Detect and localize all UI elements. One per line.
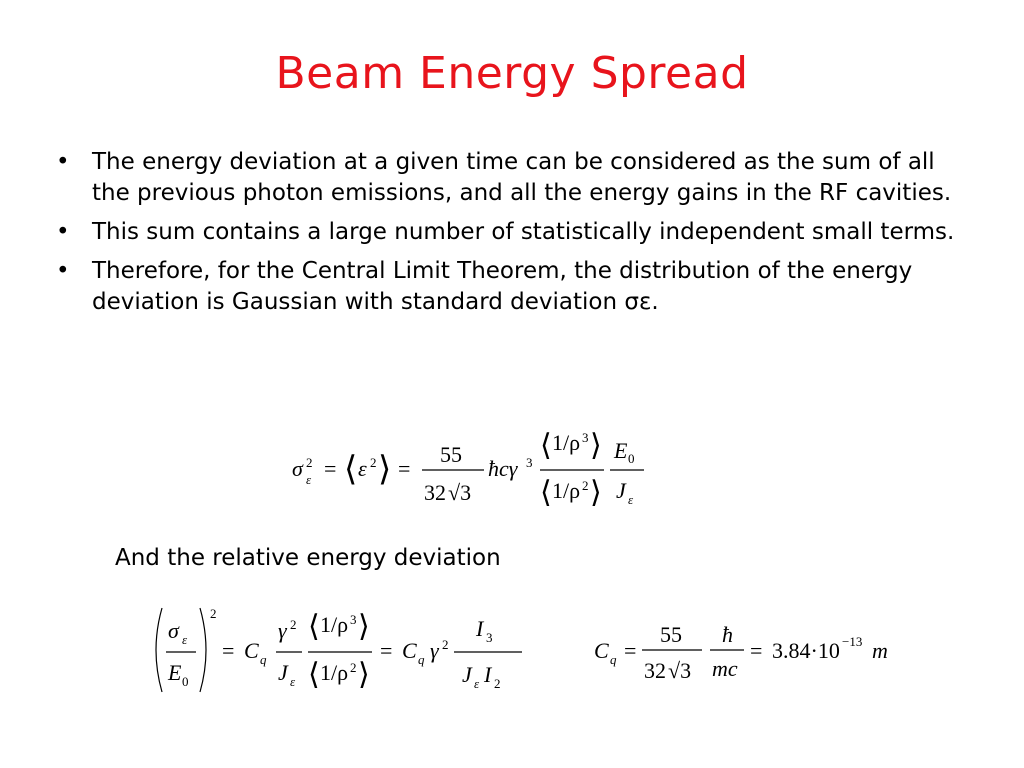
svg-text:⟩: ⟩: [590, 429, 602, 462]
slide-title: Beam Energy Spread: [275, 48, 749, 99]
svg-text:ε: ε: [358, 456, 367, 481]
svg-text:0: 0: [628, 451, 635, 466]
svg-text:I: I: [476, 616, 484, 641]
svg-text:1/ρ: 1/ρ: [320, 660, 349, 685]
svg-text:2: 2: [494, 676, 501, 691]
svg-text:C: C: [594, 638, 609, 663]
svg-text:55: 55: [440, 442, 462, 467]
svg-text:I: I: [484, 662, 492, 687]
svg-text:⟨: ⟨: [308, 658, 320, 691]
svg-text:⟨: ⟨: [344, 451, 358, 488]
equation-relative-deviation: [148, 600, 528, 700]
svg-text:3: 3: [350, 612, 357, 627]
svg-text:m: m: [872, 638, 888, 663]
svg-text:=: =: [398, 456, 411, 481]
svg-text:⟨: ⟨: [540, 476, 552, 509]
relative-deviation-label: And the relative energy deviation: [115, 545, 501, 571]
svg-text:55: 55: [660, 622, 682, 647]
svg-text:3.84·10: 3.84·10: [772, 638, 840, 663]
svg-text:ε: ε: [628, 492, 634, 507]
equation-energy-spread: [288, 420, 648, 520]
bullet-list: [56, 147, 976, 326]
bullet-text-2: This sum contains a large number of statistically independent small terms.: [92, 219, 955, 245]
svg-text:=: =: [750, 638, 763, 663]
svg-text:0: 0: [182, 674, 189, 689]
svg-text:q: q: [418, 652, 425, 667]
svg-text:=: =: [624, 638, 637, 663]
svg-text:E: E: [614, 438, 628, 463]
svg-text:⟨: ⟨: [308, 610, 320, 643]
svg-text:√3: √3: [668, 658, 692, 683]
svg-text:=: =: [222, 638, 235, 663]
svg-text:=: =: [324, 456, 337, 481]
svg-text:mc: mc: [712, 656, 738, 681]
svg-text:⟨: ⟨: [540, 429, 552, 462]
svg-text:3: 3: [486, 630, 493, 645]
svg-text:ε: ε: [290, 674, 296, 689]
svg-text:2: 2: [306, 455, 313, 470]
svg-text:q: q: [260, 652, 267, 667]
svg-text:2: 2: [370, 455, 377, 470]
equation-relative-deviation-graphic: [148, 600, 528, 700]
svg-text:2: 2: [210, 606, 217, 621]
bullet-item-3: [56, 256, 976, 318]
svg-text:⟩: ⟩: [590, 476, 602, 509]
svg-text:=: =: [380, 638, 393, 663]
svg-text:J: J: [616, 478, 626, 503]
svg-text:E: E: [168, 660, 182, 685]
svg-text:√3: √3: [448, 480, 472, 505]
svg-text:J: J: [462, 662, 472, 687]
svg-text:q: q: [610, 652, 617, 667]
svg-text:1/ρ: 1/ρ: [320, 612, 349, 637]
svg-text:C: C: [402, 638, 417, 663]
svg-text:J: J: [278, 660, 288, 685]
svg-text:2: 2: [350, 660, 357, 675]
svg-text:2: 2: [442, 637, 449, 652]
svg-text:ε: ε: [474, 676, 480, 691]
bullet-icon: •: [56, 219, 70, 245]
equation-cq-constant: [590, 614, 910, 684]
svg-text:32: 32: [644, 658, 666, 683]
svg-text:1/ρ: 1/ρ: [552, 430, 581, 455]
svg-text:2: 2: [582, 478, 589, 493]
bullet-icon: •: [56, 149, 70, 175]
equation-cq-constant-graphic: [590, 614, 910, 684]
svg-text:ħ: ħ: [722, 622, 733, 647]
svg-text:2: 2: [290, 617, 297, 632]
svg-text:1/ρ: 1/ρ: [552, 478, 581, 503]
svg-text:σ: σ: [168, 618, 179, 643]
svg-text:3: 3: [582, 430, 589, 445]
bullet-text-3: Therefore, for the Central Limit Theorem, the distribution of the energy deviation is Gaussian with standard deviation σε.: [92, 258, 913, 315]
svg-text:3: 3: [526, 455, 533, 470]
svg-text:γ: γ: [430, 638, 439, 663]
svg-text:32: 32: [424, 480, 446, 505]
svg-text:γ: γ: [278, 618, 287, 643]
svg-text:⟩: ⟩: [358, 610, 370, 643]
svg-text:ε: ε: [306, 472, 312, 487]
bullet-icon: •: [56, 258, 70, 284]
equation-energy-spread-graphic: [288, 420, 648, 520]
bullet-item-2: [56, 217, 976, 248]
svg-text:ħcγ: ħcγ: [488, 456, 518, 481]
bullet-item-1: [56, 147, 976, 209]
bullet-text-1: The energy deviation at a given time can be considered as the sum of all the previous photon emissions, and all the energy gains in the RF cavities.: [92, 149, 952, 206]
svg-text:ε: ε: [182, 632, 188, 647]
svg-text:σ: σ: [292, 456, 303, 481]
svg-text:C: C: [244, 638, 259, 663]
svg-text:⟩: ⟩: [378, 451, 392, 488]
svg-text:−13: −13: [842, 634, 863, 649]
svg-text:⟩: ⟩: [358, 658, 370, 691]
